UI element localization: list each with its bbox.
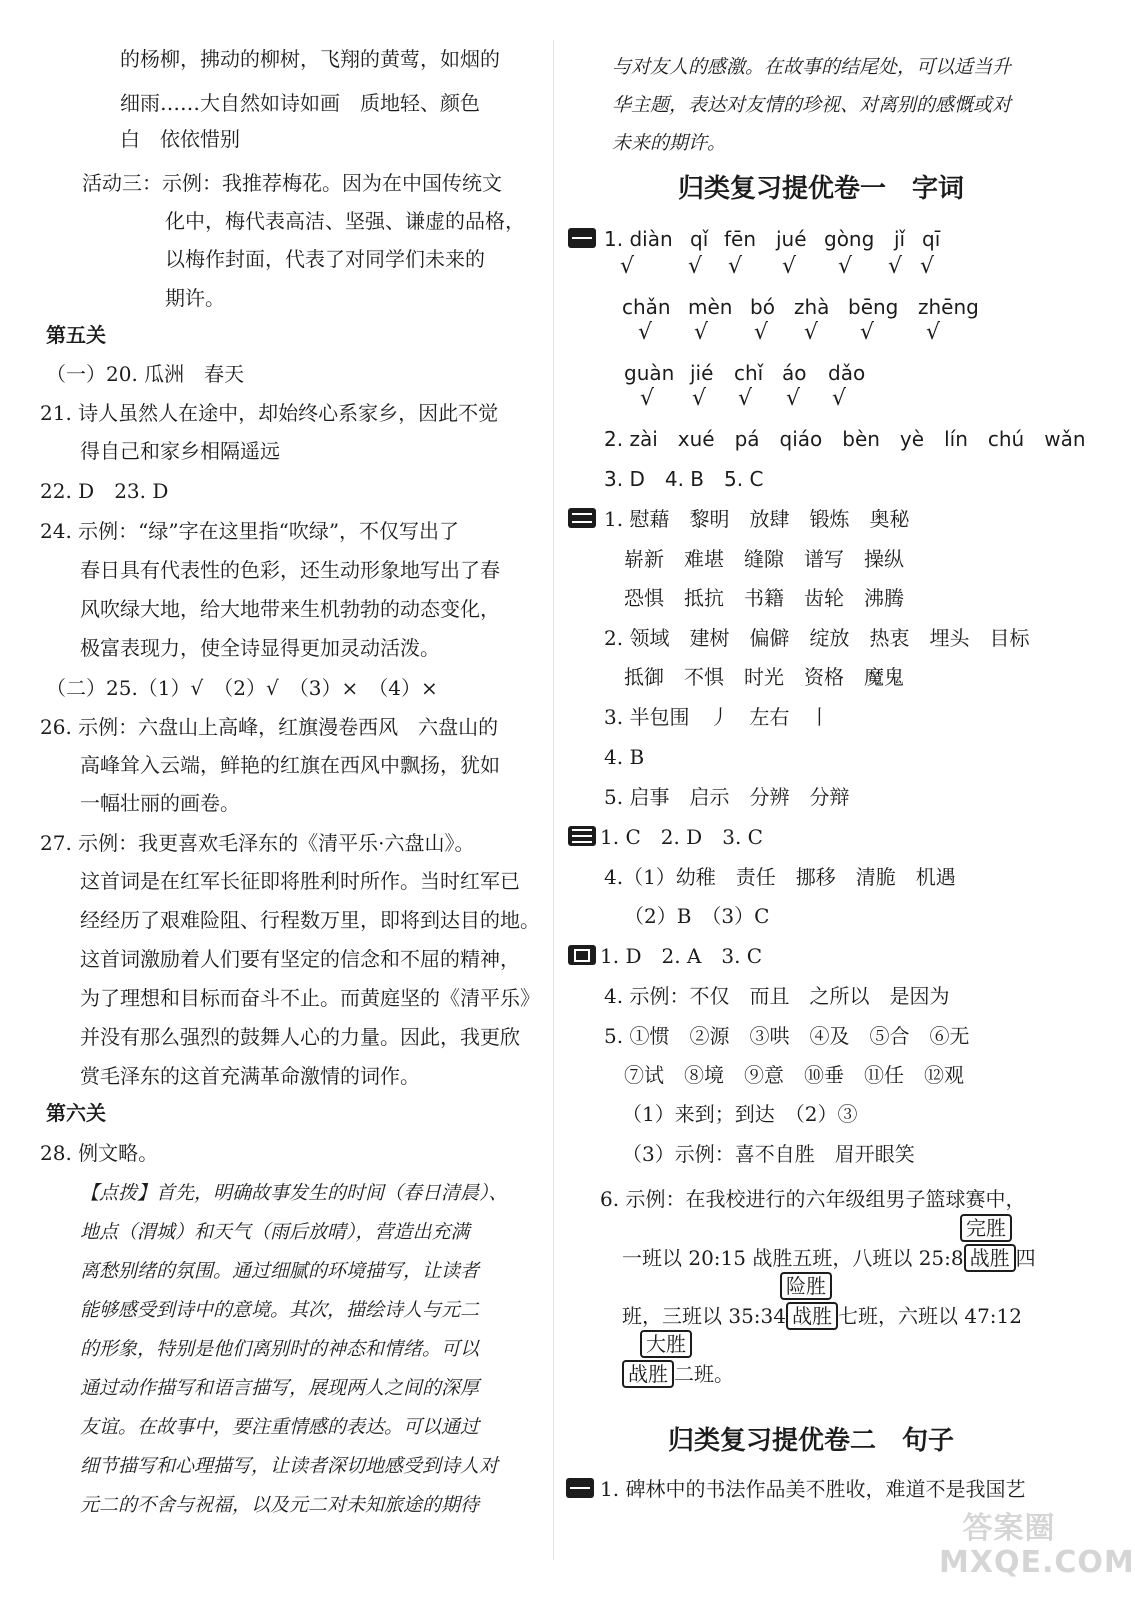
text-line: 恐惧 抵抗 书籍 齿轮 沸腾 [624, 586, 904, 610]
text-line: 极富表现力，使全诗显得更加灵动活泼。 [80, 636, 440, 660]
text-line: 1. 慰藉 黎明 放肆 锻炼 奥秘 [604, 507, 910, 531]
pinyin: 1. diàn [604, 227, 673, 251]
text-line: 抵御 不惧 时光 资格 魔鬼 [624, 665, 904, 689]
checkmark: √ [738, 386, 753, 411]
text-line: 白 依依惜别 [120, 127, 240, 151]
checkmark: √ [782, 254, 797, 279]
pinyin: gòng [824, 227, 875, 251]
checkmark: √ [620, 254, 635, 279]
text-line: 春日具有代表性的色彩，还生动形象地写出了春 [80, 558, 500, 582]
text-line: 崭新 难堪 缝隙 谱写 操纵 [624, 547, 904, 571]
text-line: 细雨……大自然如诗如画 质地轻、颜色 [120, 91, 480, 115]
section-heading-6: 第六关 [46, 1101, 106, 1125]
text-line: 24. 示例：“绿”字在这里指“吹绿”，不仅写出了 [40, 519, 460, 543]
text-line: 26. 示例：六盘山上高峰，红旗漫卷西风 六盘山的 [40, 715, 499, 739]
watermark-logo: 答案圈 MXQE.COM [939, 1511, 1135, 1580]
correction-box: 完胜 [960, 1214, 1012, 1242]
text-line: （1）来到；到达 （2）③ [622, 1102, 858, 1126]
section-badge-three [568, 826, 596, 846]
checkmark: √ [728, 254, 743, 279]
text-line: 未来的期许。 [612, 132, 727, 154]
checkmark: √ [640, 386, 655, 411]
pinyin: jié [690, 361, 714, 385]
text-line: 1. 碑林中的书法作品美不胜收，难道不是我国艺 [600, 1477, 1026, 1501]
text-segment: 七班，六班以 47:12 [838, 1304, 1022, 1328]
section-badge-one [568, 228, 596, 248]
text-line: 3. 半包围 丿 左右 丨 [604, 705, 830, 729]
correction-box: 战胜 [786, 1302, 838, 1330]
text-line: 高峰耸入云端，鲜艳的红旗在西风中飘扬，犹如 [80, 753, 500, 777]
text-line: 能够感受到诗中的意境。其次，描绘诗人与元二 [80, 1299, 480, 1321]
section-badge-two [568, 508, 596, 528]
pinyin: chǐ [734, 361, 764, 385]
text-line: （2）B （3）C [624, 904, 770, 928]
pinyin: chǎn [622, 295, 671, 319]
correction-box: 战胜 [622, 1360, 674, 1388]
text-line: （一）20. 瓜洲 春天 [46, 362, 245, 386]
text-line: 友谊。在故事中，要注重情感的表达。可以通过 [80, 1416, 480, 1438]
text-line [622, 1360, 734, 1388]
column-divider [553, 40, 554, 1560]
checkmark: √ [786, 386, 801, 411]
text-line: 的杨柳，拂动的柳树，飞翔的黄莺，如烟的 [120, 47, 500, 71]
checkmark: √ [688, 254, 703, 279]
pinyin: bēng [848, 295, 899, 319]
pinyin: jǐ [894, 227, 906, 251]
checkmark: √ [838, 254, 853, 279]
text-line: 经经历了艰难险阻、行程数万里，即将到达目的地。 [80, 908, 540, 932]
text-line: 赏毛泽东的这首充满革命激情的词作。 [80, 1064, 420, 1088]
text-line: 4. 示例：不仅 而且 之所以 是因为 [604, 984, 950, 1008]
text-line: 为了理想和目标而奋斗不止。而黄庭坚的《清平乐》 [80, 986, 540, 1010]
text-line: 的形象，特别是他们离别时的神态和情绪。可以 [80, 1338, 480, 1360]
text-segment: 班，三班以 35:34 [622, 1304, 786, 1328]
text-line: 得自己和家乡相隔遥远 [80, 439, 280, 463]
text-line: 28. 例文略。 [40, 1141, 159, 1165]
section-title-2: 归类复习提优卷二 句子 [668, 1426, 955, 1456]
section-title-1: 归类复习提优卷一 字词 [678, 174, 965, 204]
text-line: 期许。 [165, 286, 225, 310]
pinyin: zhà [794, 295, 830, 319]
text-line: 27. 示例：我更喜欢毛泽东的《清平乐·六盘山》。 [40, 831, 475, 855]
pinyin: guàn [624, 361, 675, 385]
text-line: 5. ①惯 ②源 ③哄 ④及 ⑤合 ⑥无 [604, 1024, 970, 1048]
correction-box: 大胜 [640, 1330, 692, 1358]
text-line: 以梅作封面，代表了对同学们未来的 [165, 247, 485, 271]
text-line: 6. 示例：在我校进行的六年级组男子篮球赛中， [600, 1187, 1026, 1211]
section-heading-5: 第五关 [46, 323, 106, 347]
checkmark: √ [888, 254, 903, 279]
correction-box: 险胜 [780, 1272, 832, 1300]
text-line: 3. D 4. B 5. C [604, 467, 764, 491]
text-line: （二）25.（1）√ （2）√ （3）× （4）× [46, 676, 438, 700]
text-line: 华主题，表达对友情的珍视、对离别的感慨或对 [612, 94, 1012, 116]
checkmark: √ [926, 320, 941, 345]
text-line: 细节描写和心理描写，让读者深切地感受到诗人对 [80, 1455, 499, 1477]
section-badge-one-b [566, 1478, 594, 1498]
checkmark: √ [692, 386, 707, 411]
pinyin: áo [782, 361, 807, 385]
text-line: 地点（渭城）和天气（雨后放晴），营造出充满 [80, 1221, 470, 1243]
text-line: 21. 诗人虽然人在途中，却始终心系家乡，因此不觉 [40, 401, 499, 425]
text-line: 通过动作描写和语言描写，展现两人之间的深厚 [80, 1377, 480, 1399]
pinyin: bó [750, 295, 775, 319]
pinyin: zhēng [918, 295, 979, 319]
checkmark: √ [832, 386, 847, 411]
text-line: 化中，梅代表高洁、坚强、谦虚的品格， [165, 209, 525, 233]
text-line: ⑦试 ⑧境 ⑨意 ⑩垂 ⑪任 ⑫观 [624, 1063, 964, 1087]
text-line: 2. zài xué pá qiáo bèn yè lín chú wǎn [604, 427, 1086, 451]
text-line: 这首词是在红军长征即将胜利时所作。当时红军已 [80, 869, 520, 893]
correction-box: 战胜 [964, 1244, 1016, 1272]
checkmark: √ [920, 254, 935, 279]
text-line: 并没有那么强烈的鼓舞人心的力量。因此，我更欣 [80, 1025, 520, 1049]
text-segment: 四 [1015, 1246, 1036, 1270]
pinyin: dǎo [828, 361, 866, 385]
text-line: 活动三：示例：我推荐梅花。因为在中国传统文 [82, 171, 502, 195]
pinyin: fēn [724, 227, 757, 251]
text-line: 【点拨】首先，明确故事发生的时间（春日清晨）、 [80, 1182, 508, 1204]
text-line [622, 1302, 1022, 1330]
pinyin: jué [776, 227, 807, 251]
text-line [622, 1244, 1036, 1272]
text-line: （3）示例：喜不自胜 眉开眼笑 [622, 1142, 915, 1166]
section-badge-four [568, 945, 596, 965]
checkmark: √ [754, 320, 769, 345]
text-line: 4. B [604, 745, 645, 769]
text-line: 元二的不舍与祝福，以及元二对未知旅途的期待 [80, 1494, 480, 1516]
text-line: 与对友人的感激。在故事的结尾处，可以适当升 [612, 56, 1012, 78]
checkmark: √ [804, 320, 819, 345]
pinyin: qī [922, 227, 941, 251]
text-line: 一幅壮丽的画卷。 [80, 791, 240, 815]
text-line: 22. D 23. D [40, 479, 169, 503]
checkmark: √ [860, 320, 875, 345]
pinyin: mèn [688, 295, 733, 319]
text-line: 5. 启事 启示 分辨 分辩 [604, 785, 850, 809]
text-segment: 二班。 [674, 1362, 734, 1386]
text-segment: 一班以 20:15 战胜五班，八班以 25:8 [622, 1246, 964, 1270]
text-line: 1. C 2. D 3. C [600, 825, 763, 849]
text-line: 2. 领域 建树 偏僻 绽放 热衷 埋头 目标 [604, 626, 1030, 650]
text-line: 1. D 2. A 3. C [600, 944, 763, 968]
checkmark: √ [638, 320, 653, 345]
text-line: 风吹绿大地，给大地带来生机勃勃的动态变化， [80, 597, 500, 621]
text-line: 这首词激励着人们要有坚定的信念和不屈的精神， [80, 947, 520, 971]
text-line: 4.（1）幼稚 责任 挪移 清脆 机遇 [604, 865, 956, 889]
checkmark: √ [694, 320, 709, 345]
text-line: 离愁别绪的氛围。通过细腻的环境描写，让读者 [80, 1260, 480, 1282]
pinyin: qǐ [690, 227, 709, 251]
